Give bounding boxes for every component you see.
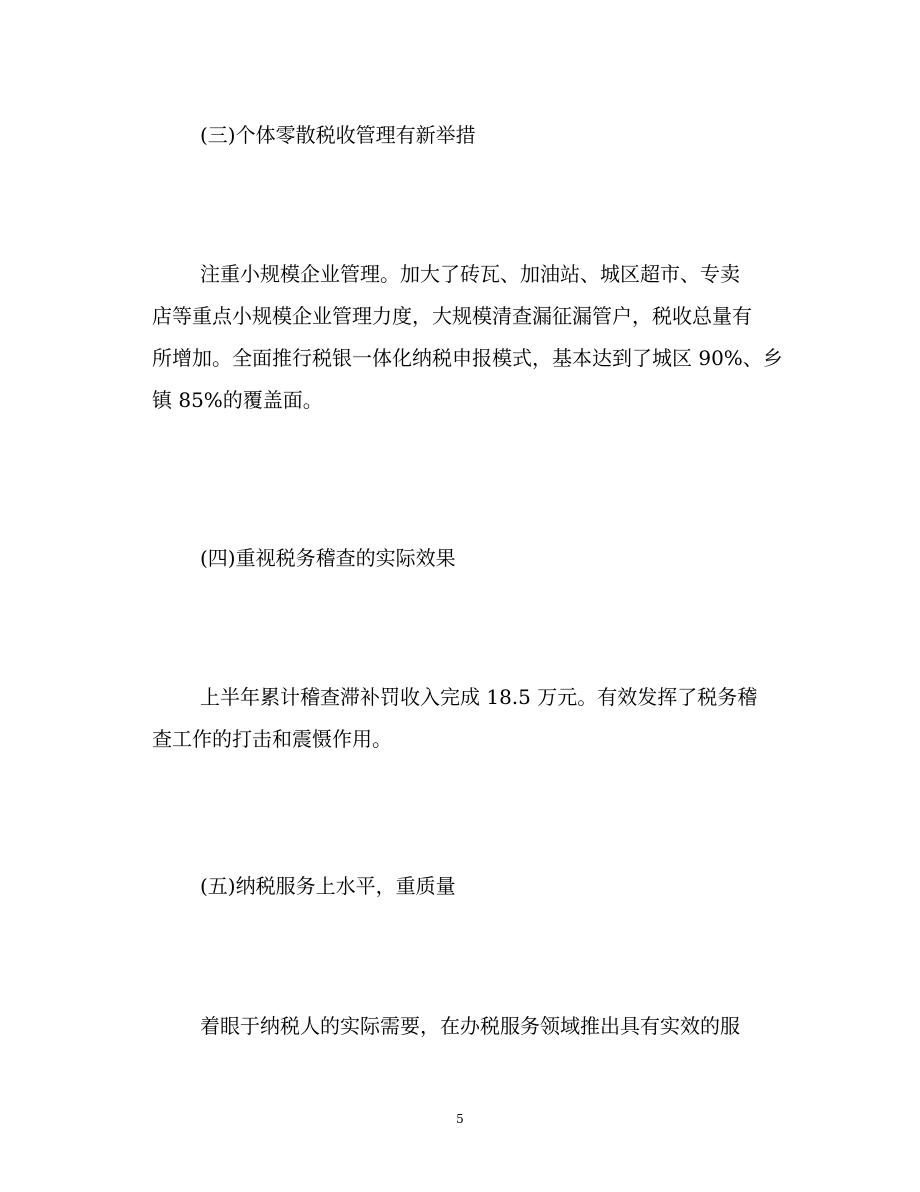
paragraph-line: 店等重点小规模企业管理力度，大规模清查漏征漏管户，税收总量有	[152, 304, 752, 328]
paragraph-line: 着眼于纳税人的实际需要，在办税服务领域推出具有实效的服	[200, 1014, 740, 1038]
section-heading-4: (四)重视税务稽查的实际效果	[200, 546, 456, 570]
section-heading-3: (三)个体零散税收管理有新举措	[200, 123, 476, 147]
paragraph-line: 查工作的打击和震慑作用。	[152, 727, 392, 751]
page-number: 5	[456, 1112, 464, 1126]
section-heading-5: (五)纳税服务上水平，重质量	[200, 874, 456, 898]
paragraph-line: 注重小规模企业管理。加大了砖瓦、加油站、城区超市、专卖	[200, 262, 740, 286]
section-paragraph-3	[152, 253, 792, 421]
paragraph-line: 上半年累计稽查滞补罚收入完成 18.5 万元。有效发挥了税务稽	[200, 685, 758, 709]
paragraph-line: 镇 85%的覆盖面。	[152, 388, 323, 412]
section-paragraph-5	[152, 1005, 792, 1047]
section-paragraph-4	[152, 676, 792, 760]
paragraph-line: 所增加。全面推行税银一体化纳税申报模式，基本达到了城区 90%、乡	[152, 346, 783, 370]
